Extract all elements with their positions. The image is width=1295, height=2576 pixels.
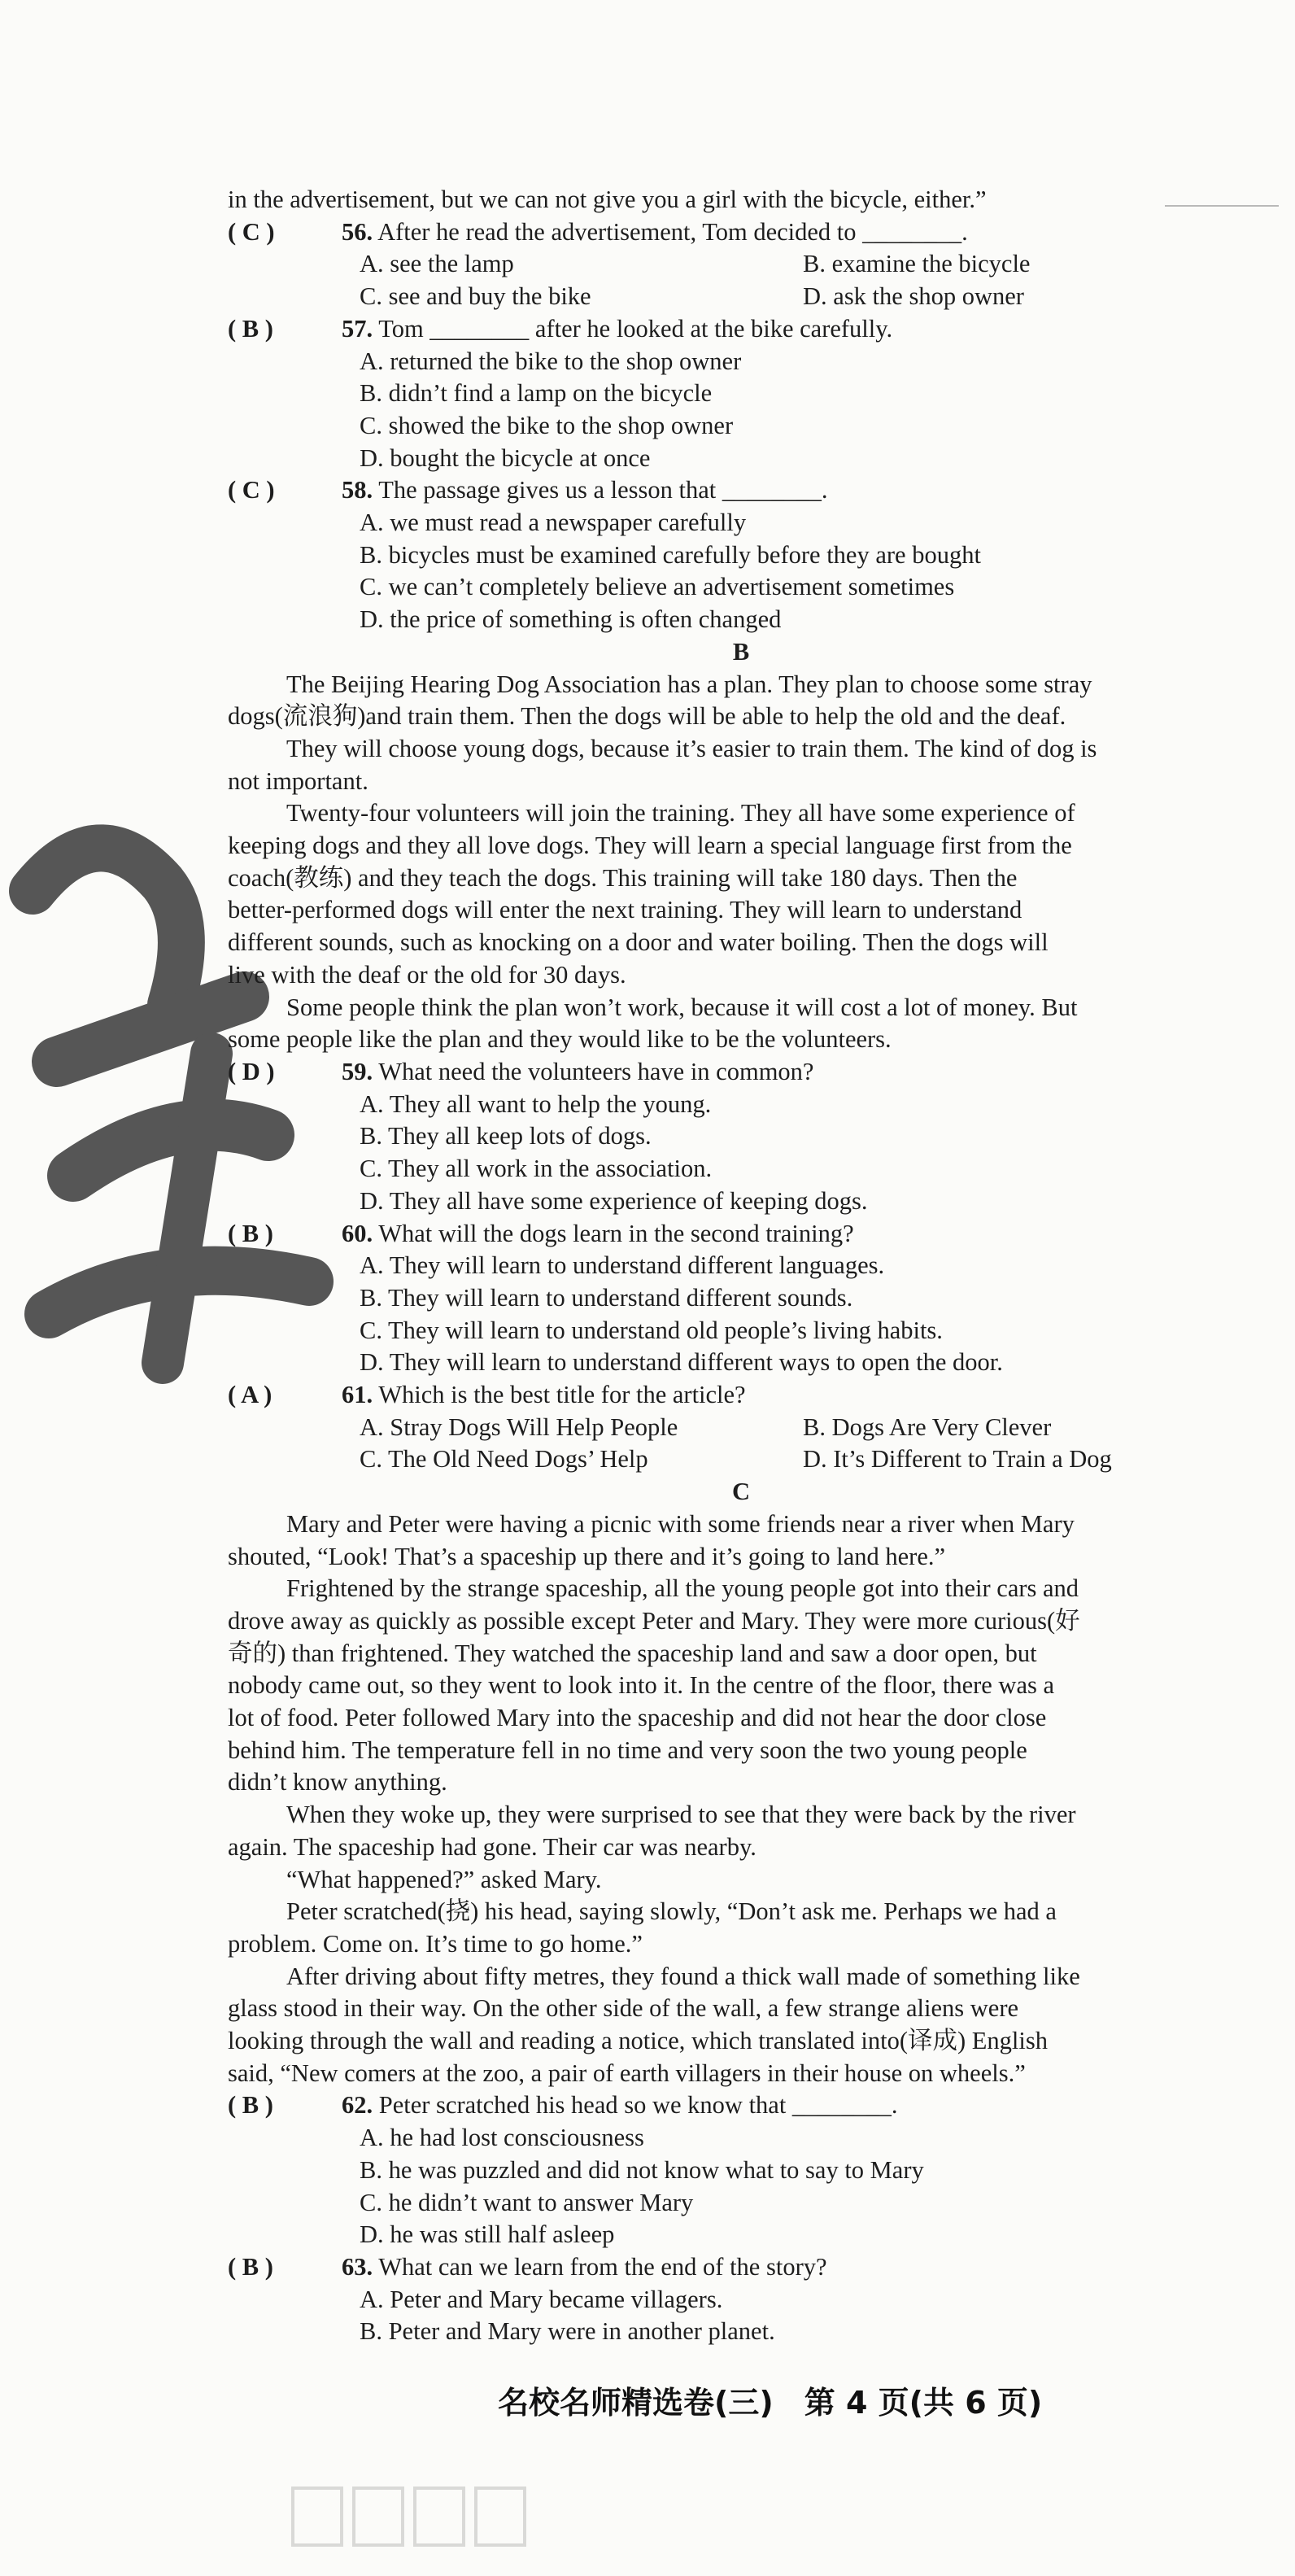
passage-line: live with the deaf or the old for 30 days.	[228, 960, 626, 989]
section-c-paragraph-2	[228, 1573, 1254, 1799]
passage-line: 奇的) than frightened. They watched the spaceship land and saw a door open, but	[228, 1639, 1037, 1667]
passage-line: coach(教练) and they teach the dogs. This training will take 180 days. Then the	[228, 863, 1018, 892]
option-58-a: A. we must read a newspaper carefully	[360, 509, 747, 537]
section-c-paragraph-3	[228, 1799, 1254, 1863]
question-63	[228, 2251, 1254, 2284]
section-c-paragraph-6	[228, 1961, 1254, 2090]
question-56	[228, 216, 1254, 249]
passage-line: When they woke up, they were surprised to see that they were back by the river	[286, 1801, 1076, 1829]
question-number-56: 56.	[342, 217, 373, 246]
q55-tail: in the advertisement, but we can not give you a girl with the bicycle, either.”	[228, 186, 987, 213]
passage-line: behind him. The temperature fell in no time and very soon the two young people	[228, 1736, 1027, 1764]
options-61-row-2	[360, 1443, 1254, 1476]
passage-line: lot of food. Peter followed Mary into the spaceship and did not hear the door close	[228, 1704, 1047, 1732]
question-59	[228, 1056, 1254, 1089]
section-b-paragraph-3	[228, 797, 1254, 991]
exam-content	[228, 184, 1254, 2348]
answer-62: ( B )	[228, 2091, 273, 2120]
option-60-b: B. They will learn to understand different sounds.	[360, 1283, 853, 1312]
option-61-c: C. The Old Need Dogs’ Help	[360, 1445, 648, 1474]
option-63-a: A. Peter and Mary became villagers.	[360, 2285, 723, 2313]
passage-line: Some people think the plan won’t work, because it will cost a lot of money. But	[286, 993, 1078, 1021]
question-text-62: Peter scratched his head so we know that ________.	[378, 2091, 898, 2120]
option-56-d: D. ask the shop owner	[803, 282, 1024, 311]
question-number-57: 57.	[342, 314, 373, 343]
option-62-c: C. he didn’t want to answer Mary	[360, 2188, 694, 2216]
passage-line: Twenty-four volunteers will join the training. They all have some experience of	[286, 799, 1075, 827]
option-58-c: C. we can’t completely believe an advertisement sometimes	[360, 573, 955, 601]
option-62-b: B. he was puzzled and did not know what to say to Mary	[360, 2155, 924, 2184]
passage-line: drove away as quickly as possible except Peter and Mary. They were more curious(好	[228, 1606, 1080, 1635]
answer-58: ( C )	[228, 476, 275, 504]
question-number-58: 58.	[342, 476, 373, 504]
answer-59: ( D )	[228, 1057, 275, 1085]
option-60-c: C. They will learn to understand old people’s living habits.	[360, 1316, 943, 1344]
passage-line: nobody came out, so they went to look into it. In the centre of the floor, there was a	[228, 1671, 1055, 1700]
passage-line: glass stood in their way. On the other side of the wall, a few strange aliens were	[228, 1994, 1019, 2023]
option-56-a: A. see the lamp	[360, 250, 514, 278]
option-62-d: D. he was still half asleep	[360, 2220, 615, 2249]
passage-line: said, “New comers at the zoo, a pair of earth villagers in their house on wheels.”	[228, 2059, 1026, 2087]
question-number-59: 59.	[342, 1057, 373, 1085]
option-57-c: C. showed the bike to the shop owner	[360, 411, 734, 439]
option-63-b: B. Peter and Mary were in another planet.	[360, 2317, 775, 2346]
question-text-60: What will the dogs learn in the second training?	[378, 1219, 854, 1247]
options-61-row-1	[360, 1412, 1254, 1444]
passage-line: dogs(流浪狗)and train them. Then the dogs will be able to help the old and the deaf.	[228, 702, 1066, 731]
option-56-c: C. see and buy the bike	[360, 282, 591, 311]
section-b-paragraph-4	[228, 992, 1254, 1056]
passage-line: Mary and Peter were having a picnic with some friends near a river when Mary	[286, 1509, 1075, 1538]
passage-line: Frightened by the strange spaceship, all the young people got into their cars and	[286, 1574, 1079, 1603]
options-56-row-2	[360, 281, 1254, 313]
question-number-60: 60.	[342, 1219, 373, 1247]
question-text-59: What need the volunteers have in common?	[378, 1057, 814, 1085]
section-b-title: B	[732, 637, 750, 666]
question-62	[228, 2089, 1254, 2122]
answer-61: ( A )	[228, 1381, 273, 1409]
passage-line: different sounds, such as knocking on a door and water boiling. Then the dogs will	[228, 928, 1049, 957]
option-60-a: A. They will learn to understand different languages.	[360, 1251, 885, 1280]
option-58-d: D. the price of something is often changed	[360, 605, 782, 634]
option-56-b: B. examine the bicycle	[803, 250, 1031, 278]
option-57-d: D. bought the bicycle at once	[360, 443, 651, 472]
passage-line: not important.	[228, 766, 368, 795]
passage-line: some people like the plan and they would like to be the volunteers.	[228, 1025, 892, 1054]
passage-line: shouted, “Look! That’s a spaceship up there and it’s going to land here.”	[228, 1542, 946, 1570]
option-57-b: B. didn’t find a lamp on the bicycle	[360, 379, 713, 408]
question-text-63: What can we learn from the end of the story?	[378, 2253, 827, 2281]
footer-watermark	[285, 2472, 537, 2561]
passage-line: looking through the wall and reading a notice, which translated into(译成) English	[228, 2027, 1048, 2055]
answer-56: ( C )	[228, 217, 275, 246]
section-b-paragraph-1	[228, 669, 1254, 733]
passage-line: keeping dogs and they all love dogs. They will learn a special language first from the	[228, 832, 1072, 860]
option-58-b: B. bicycles must be examined carefully before they are bought	[360, 540, 981, 569]
option-59-c: C. They all work in the association.	[360, 1155, 713, 1183]
question-number-63: 63.	[342, 2253, 373, 2281]
passage-line: Peter scratched(挠) his head, saying slowly, “Don’t ask me. Perhaps we had a	[286, 1897, 1057, 1926]
passage-line: “What happened?” asked Mary.	[286, 1865, 602, 1893]
question-text-58: The passage gives us a lesson that ________.	[378, 476, 828, 504]
passage-line: problem. Come on. It’s time to go home.”	[228, 1929, 643, 1958]
section-c-paragraph-1	[228, 1508, 1254, 1573]
section-c-paragraph-5	[228, 1896, 1254, 1960]
option-59-b: B. They all keep lots of dogs.	[360, 1122, 652, 1150]
page-footer: 名校名师精选卷(三) 第 4 页(共 6 页)	[498, 2385, 1043, 2421]
passage-line: After driving about fifty metres, they found a thick wall made of something like	[286, 1962, 1080, 1990]
option-61-a: A. Stray Dogs Will Help People	[360, 1412, 678, 1441]
question-text-61: Which is the best title for the article?	[378, 1381, 746, 1409]
answer-57: ( B )	[228, 314, 273, 343]
question-58	[228, 474, 1254, 507]
passage-line: didn’t know anything.	[228, 1768, 447, 1797]
option-61-b: B. Dogs Are Very Clever	[803, 1412, 1052, 1441]
option-59-d: D. They all have some experience of keeping dogs.	[360, 1186, 868, 1215]
question-60	[228, 1218, 1254, 1251]
option-62-a: A. he had lost consciousness	[360, 2124, 644, 2152]
passage-line: They will choose young dogs, because it’s easier to train them. The kind of dog is	[286, 734, 1097, 762]
question-61	[228, 1379, 1254, 1412]
option-61-d: D. It’s Different to Train a Dog	[803, 1445, 1112, 1474]
answer-60: ( B )	[228, 1219, 273, 1247]
section-b-paragraph-2	[228, 733, 1254, 797]
passage-line: again. The spaceship had gone. Their car was nearby.	[228, 1832, 757, 1861]
question-57	[228, 313, 1254, 346]
option-59-a: A. They all want to help the young.	[360, 1089, 712, 1118]
passage-line: The Beijing Hearing Dog Association has a plan. They plan to choose some stray	[286, 670, 1092, 698]
question-number-61: 61.	[342, 1381, 373, 1409]
answer-63: ( B )	[228, 2253, 273, 2281]
options-56-row-1	[360, 248, 1254, 281]
question-number-62: 62.	[342, 2091, 373, 2120]
section-c-paragraph-4	[228, 1864, 1254, 1897]
passage-line: better-performed dogs will enter the next training. They will learn to understand	[228, 896, 1022, 924]
option-60-d: D. They will learn to understand different ways to open the door.	[360, 1348, 1003, 1377]
question-text-57: Tom ________ after he looked at the bike carefully.	[378, 314, 893, 343]
section-c-title: C	[731, 1478, 751, 1506]
option-57-a: A. returned the bike to the shop owner	[360, 347, 742, 375]
question-text-56: After he read the advertisement, Tom decided to ________.	[377, 217, 968, 246]
